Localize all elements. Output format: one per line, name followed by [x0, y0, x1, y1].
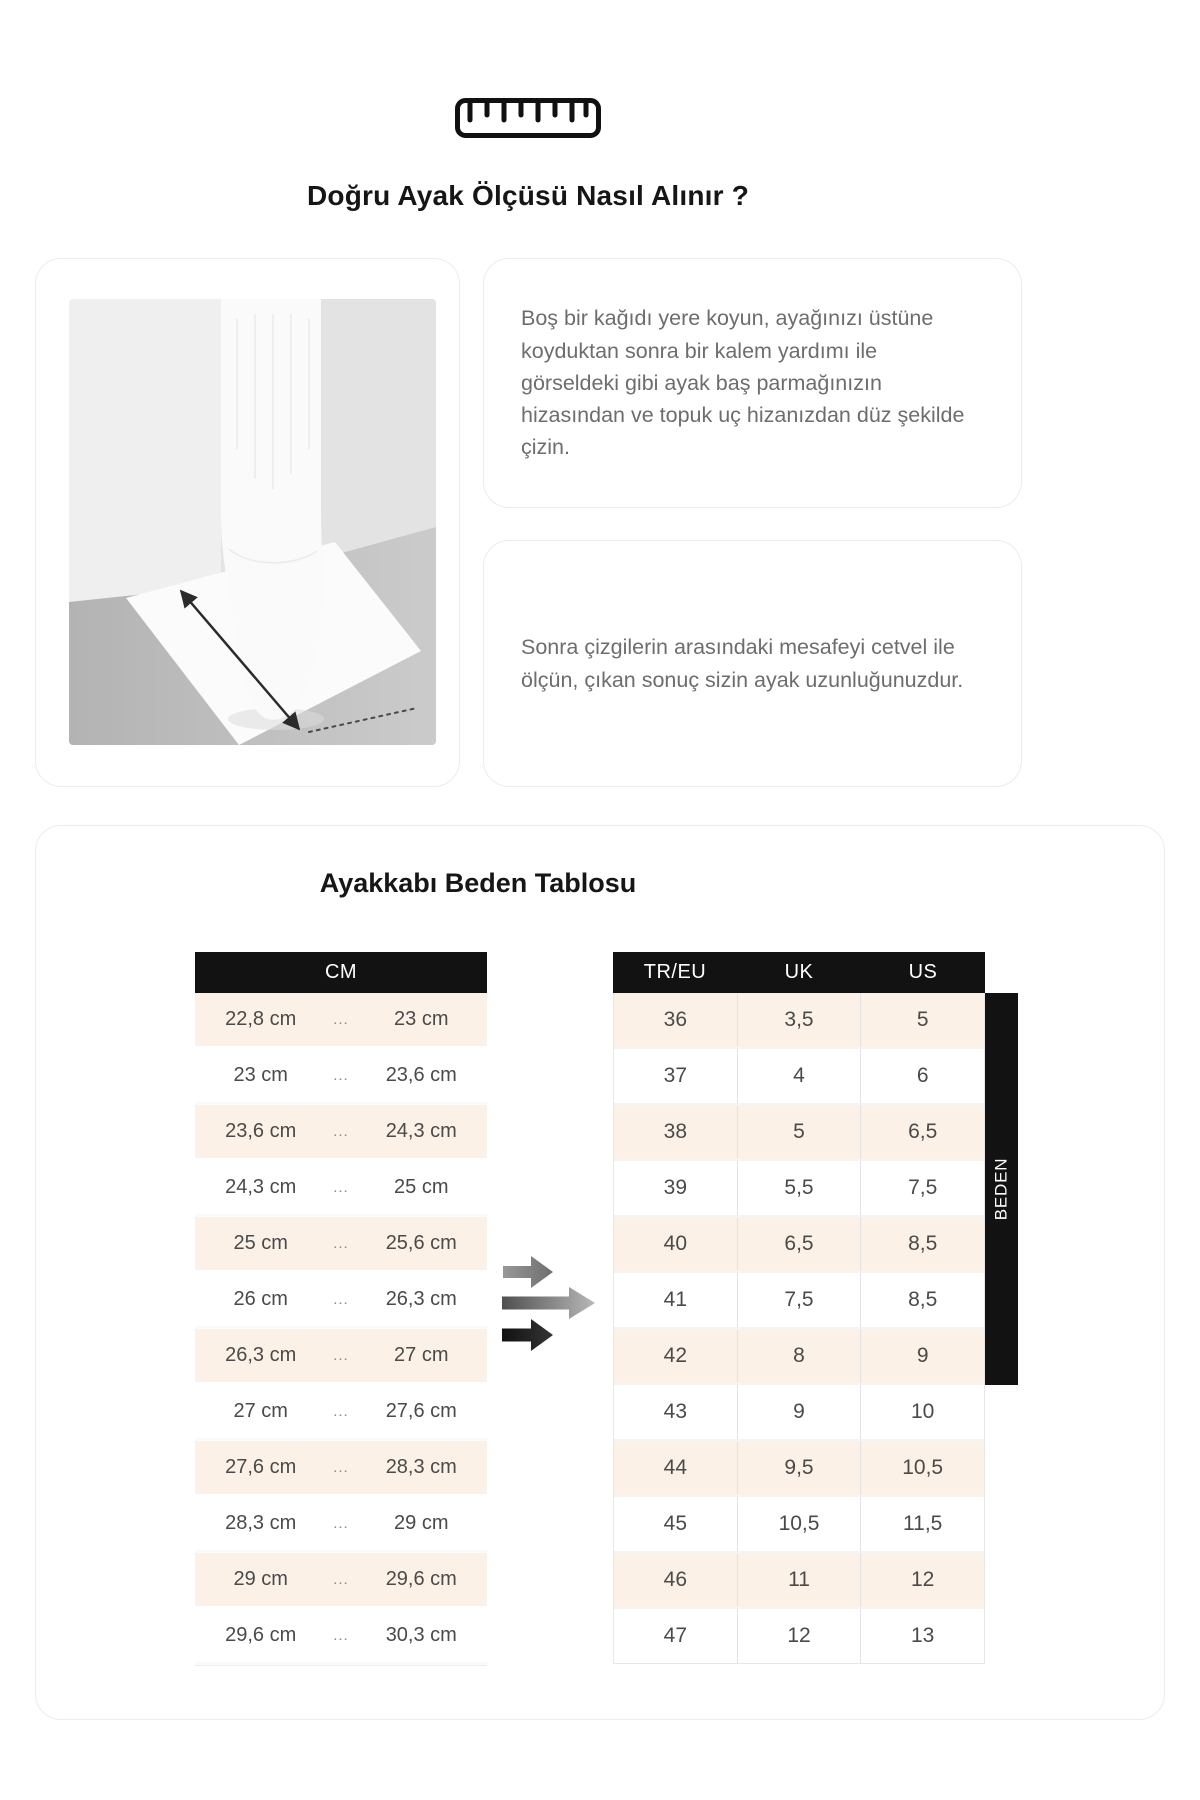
cm-from-value: 26 cm — [233, 1288, 288, 1310]
instruction-card-2 — [483, 540, 1022, 787]
foot-measure-photo-card — [35, 258, 460, 787]
cm-from-value: 22,8 cm — [225, 1008, 297, 1030]
cm-to-value: 28,3 cm — [385, 1456, 457, 1478]
range-dots: ... — [333, 1011, 349, 1028]
size-table-row — [614, 1385, 984, 1441]
cm-to-value: 26,3 cm — [385, 1288, 457, 1310]
cm-table-row — [195, 1329, 487, 1385]
header-us: US — [908, 961, 938, 983]
cm-from-value: 25 cm — [233, 1232, 288, 1254]
tr-eu-size: 44 — [614, 1441, 738, 1495]
range-dots: ... — [333, 1179, 349, 1196]
cm-table-row — [195, 1105, 487, 1161]
instruction-step2-text: Sonra çizgilerin arasındaki mesafeyi cetvel ile ölçün, çıkan sonuç sizin ayak uzunluğunuzdur. — [521, 635, 964, 692]
tr-eu-size: 43 — [614, 1385, 738, 1439]
size-table-header — [613, 952, 985, 993]
instruction-card-1 — [483, 258, 1022, 508]
cm-to-value: 24,3 cm — [385, 1120, 457, 1142]
us-size: 6,5 — [908, 1120, 938, 1143]
cm-from-value: 23,6 cm — [225, 1120, 297, 1142]
size-table-row — [614, 1553, 984, 1609]
header-uk: UK — [784, 961, 814, 983]
cm-table-row — [195, 1441, 487, 1497]
size-chart-title: Ayakkabı Beden Tablosu — [319, 868, 637, 898]
tr-eu-size: 39 — [614, 1161, 738, 1215]
size-table-row — [614, 993, 984, 1049]
cm-table-row — [195, 1217, 487, 1273]
cm-from-value: 24,3 cm — [225, 1176, 297, 1198]
cm-to-value: 23 cm — [394, 1008, 449, 1030]
us-size: 11,5 — [903, 1512, 943, 1535]
us-size: 7,5 — [908, 1176, 938, 1199]
tr-eu-size: 38 — [614, 1105, 738, 1159]
cm-from-value: 29,6 cm — [225, 1624, 297, 1646]
size-table-row — [614, 1105, 984, 1161]
page-title: Doğru Ayak Ölçüsü Nasıl Alınır ? — [306, 180, 750, 211]
range-dots: ... — [333, 1515, 349, 1532]
cm-from-value: 27 cm — [233, 1400, 288, 1422]
foot-measurement-photo — [69, 299, 436, 745]
cm-from-value: 27,6 cm — [225, 1456, 297, 1478]
us-size: 8,5 — [908, 1232, 938, 1255]
range-dots: ... — [333, 1291, 349, 1308]
range-dots: ... — [333, 1403, 349, 1420]
cm-table-row — [195, 993, 487, 1049]
instruction-step1-text: Boş bir kağıdı yere koyun, ayağınızı üstüne koyduktan sonra bir kalem yardımı ile görseldeki gibi ayak baş parmağınızın hizasından ve topuk uç hizanızdan düz şekilde çizin. — [521, 306, 965, 460]
us-size: 10 — [911, 1400, 935, 1423]
uk-size: 5,5 — [738, 1161, 862, 1215]
uk-size: 9,5 — [738, 1441, 862, 1495]
tr-eu-size: 47 — [614, 1609, 738, 1663]
cm-to-value: 29 cm — [394, 1512, 449, 1534]
range-dots: ... — [333, 1123, 349, 1140]
cm-to-value: 25,6 cm — [385, 1232, 457, 1254]
range-dots: ... — [333, 1347, 349, 1364]
cm-from-value: 26,3 cm — [225, 1344, 297, 1366]
size-table-row — [614, 1329, 984, 1385]
uk-size: 12 — [738, 1609, 862, 1663]
cm-to-value: 29,6 cm — [385, 1568, 457, 1590]
us-size: 8,5 — [908, 1288, 938, 1311]
cm-to-value: 27 cm — [394, 1344, 449, 1366]
uk-size: 9 — [738, 1385, 862, 1439]
uk-size: 10,5 — [738, 1497, 862, 1551]
range-dots: ... — [333, 1571, 349, 1588]
ruler-icon — [455, 98, 601, 138]
tr-eu-size: 42 — [614, 1329, 738, 1383]
conversion-arrows-icon — [495, 1255, 605, 1360]
uk-size: 5 — [738, 1105, 862, 1159]
header-tr-eu: TR/EU — [643, 961, 707, 983]
us-size: 12 — [911, 1568, 935, 1591]
range-dots: ... — [333, 1459, 349, 1476]
range-dots: ... — [333, 1067, 349, 1084]
tr-eu-size: 45 — [614, 1497, 738, 1551]
us-size: 13 — [911, 1624, 935, 1647]
cm-table-row — [195, 1609, 487, 1665]
us-size: 6 — [916, 1064, 929, 1087]
cm-table — [195, 952, 487, 1666]
size-conversion-table — [613, 952, 985, 1664]
size-table-row — [614, 1497, 984, 1553]
size-table-row — [614, 1609, 984, 1663]
cm-table-row — [195, 1497, 487, 1553]
cm-header-label: CM — [324, 961, 358, 983]
cm-to-value: 27,6 cm — [385, 1400, 457, 1422]
size-table-row — [614, 1217, 984, 1273]
size-table-row — [614, 1161, 984, 1217]
us-size: 5 — [916, 1008, 929, 1031]
cm-table-row — [195, 1049, 487, 1105]
us-size: 10,5 — [902, 1456, 944, 1479]
range-dots: ... — [333, 1627, 349, 1644]
tr-eu-size: 41 — [614, 1273, 738, 1327]
cm-to-value: 25 cm — [394, 1176, 449, 1198]
cm-to-value: 30,3 cm — [385, 1624, 457, 1646]
uk-size: 4 — [738, 1049, 862, 1103]
uk-size: 8 — [738, 1329, 862, 1383]
size-table-row — [614, 1441, 984, 1497]
tr-eu-size: 37 — [614, 1049, 738, 1103]
beden-label-text: BEDEN — [991, 1157, 1011, 1221]
size-table-row — [614, 1273, 984, 1329]
tr-eu-size: 40 — [614, 1217, 738, 1271]
cm-table-body — [195, 993, 487, 1666]
cm-table-row — [195, 1161, 487, 1217]
size-table-row — [614, 1049, 984, 1105]
cm-table-row — [195, 1385, 487, 1441]
cm-table-row — [195, 1553, 487, 1609]
cm-to-value: 23,6 cm — [385, 1064, 457, 1086]
tr-eu-size: 36 — [614, 993, 738, 1047]
cm-table-row — [195, 1273, 487, 1329]
cm-from-value: 23 cm — [233, 1064, 288, 1086]
us-size: 9 — [916, 1344, 929, 1367]
range-dots: ... — [333, 1235, 349, 1252]
beden-side-label — [985, 993, 1018, 1385]
uk-size: 11 — [738, 1553, 862, 1607]
tr-eu-size: 46 — [614, 1553, 738, 1607]
size-table-body — [613, 993, 985, 1664]
uk-size: 6,5 — [738, 1217, 862, 1271]
cm-from-value: 29 cm — [233, 1568, 288, 1590]
uk-size: 3,5 — [738, 993, 862, 1047]
cm-from-value: 28,3 cm — [225, 1512, 297, 1534]
cm-table-header — [195, 952, 487, 993]
uk-size: 7,5 — [738, 1273, 862, 1327]
